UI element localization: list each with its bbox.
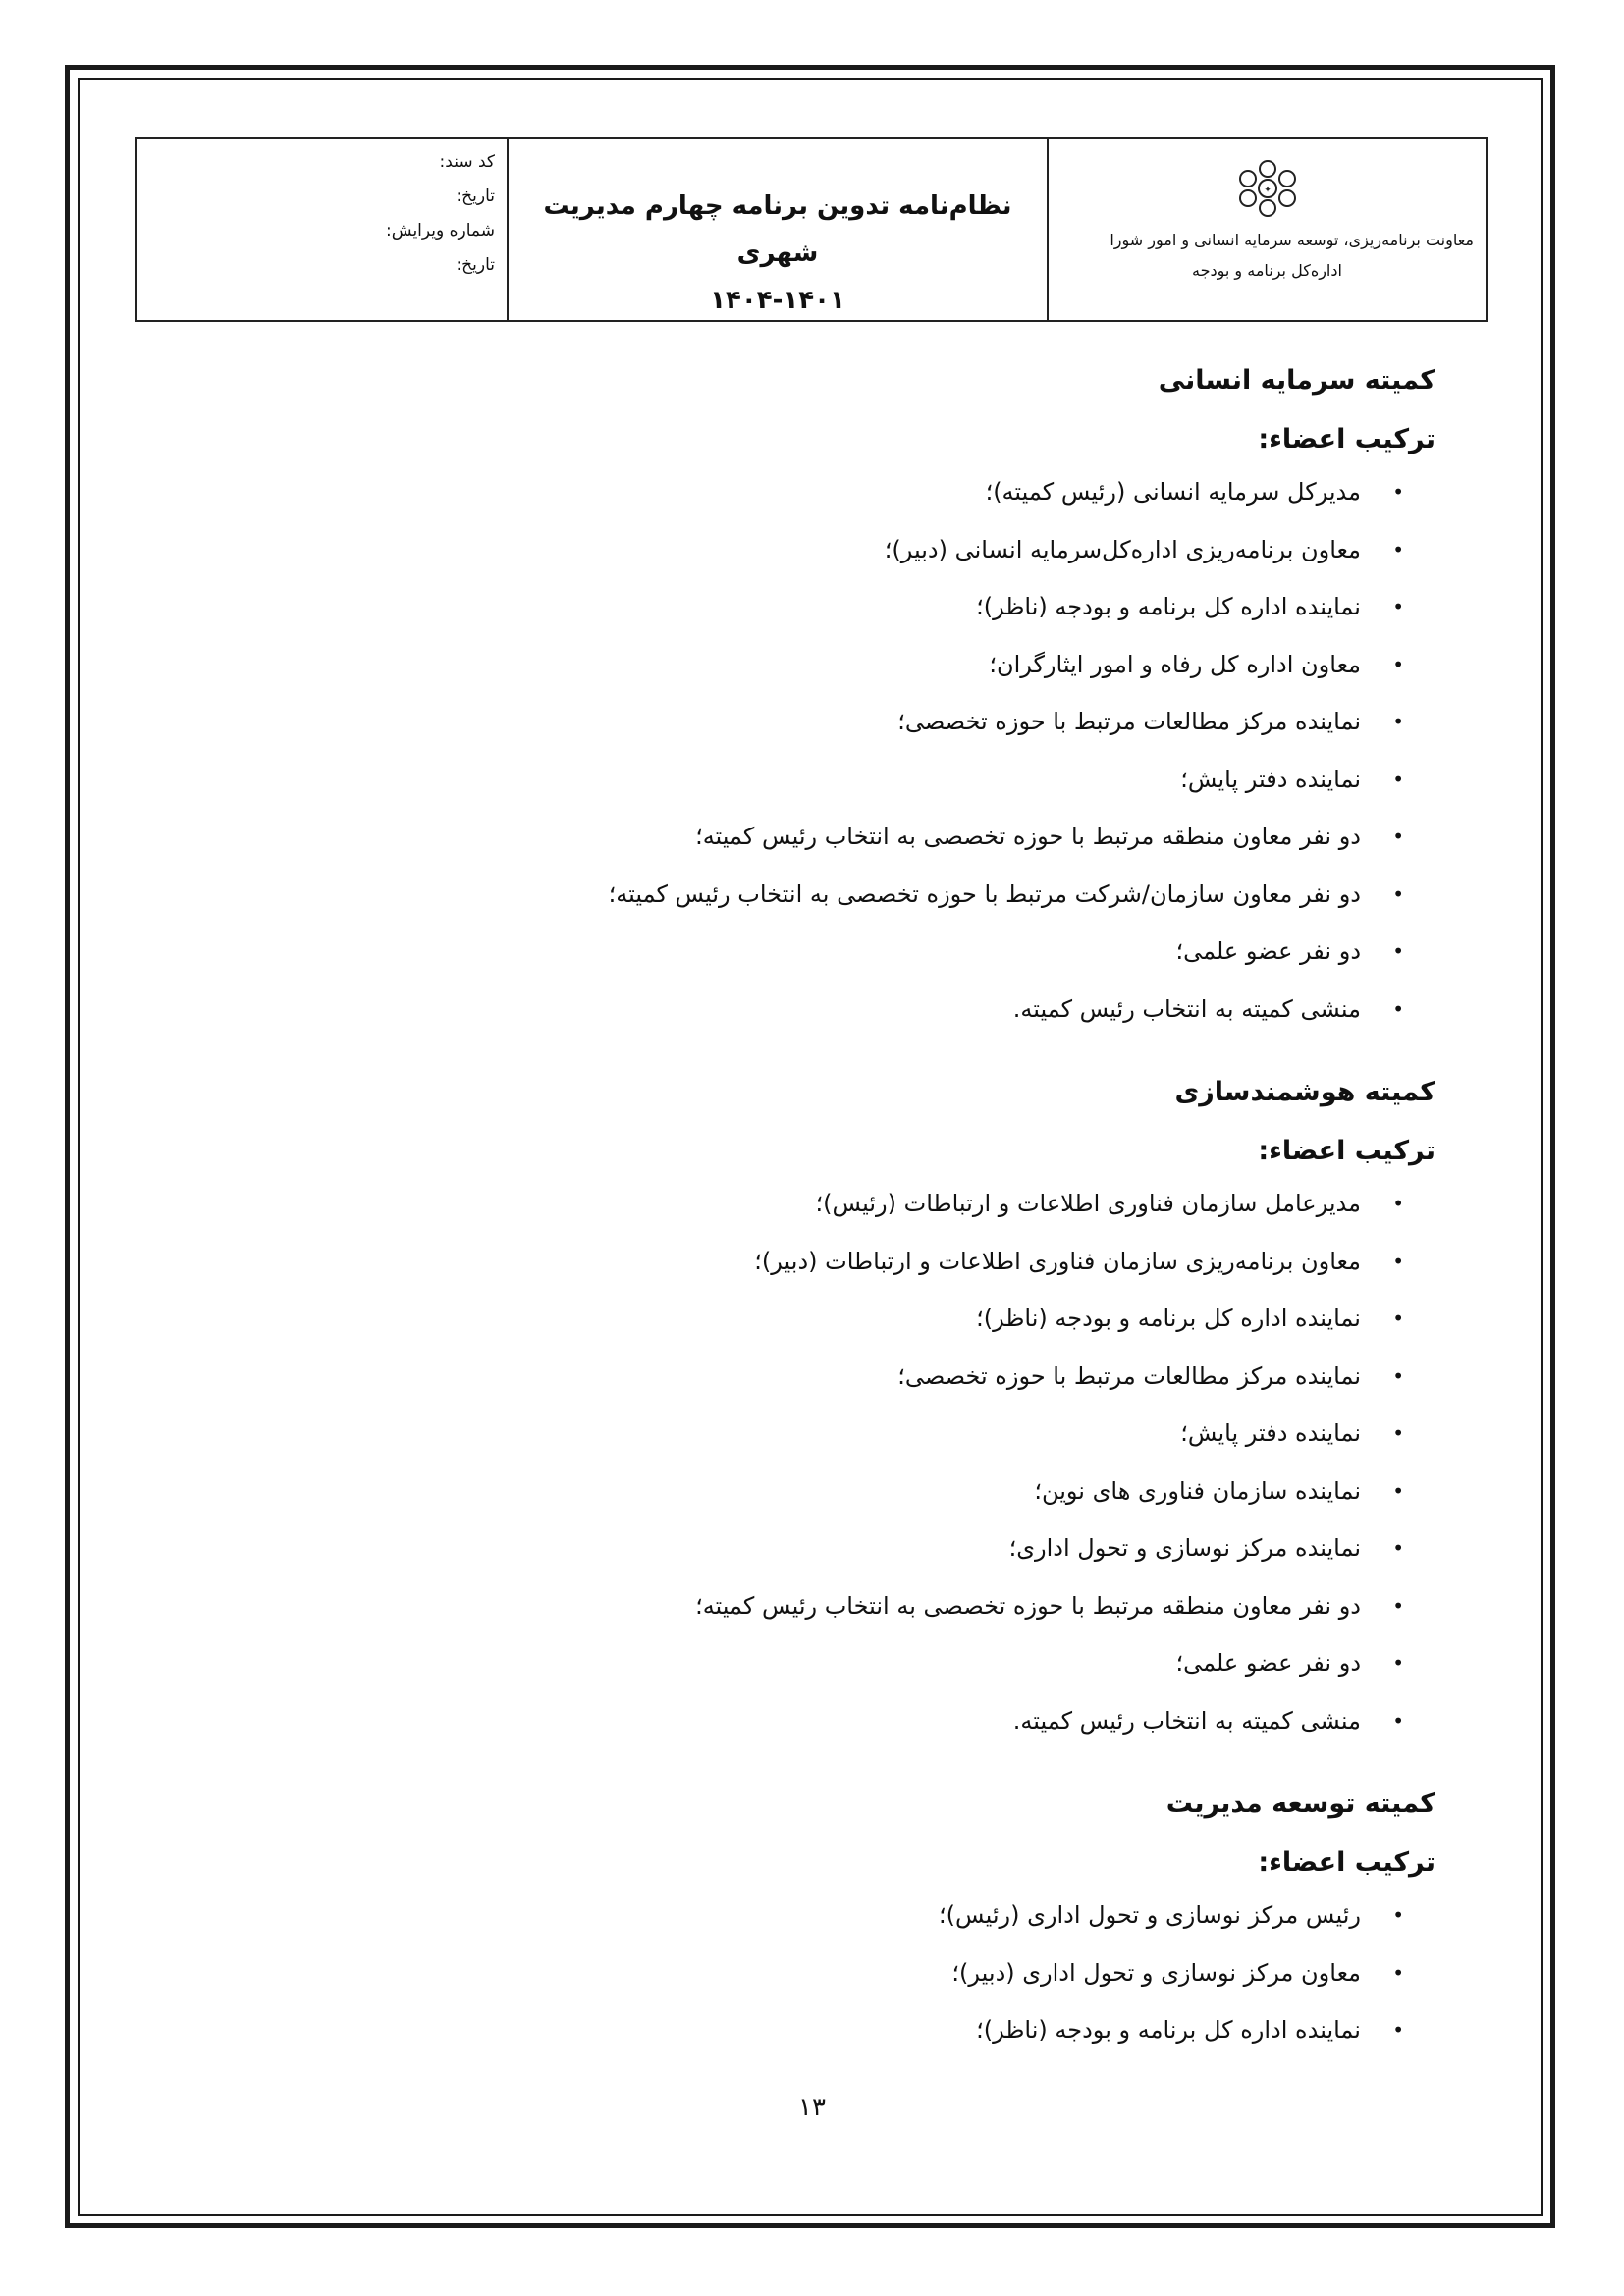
- list-item: [393, 636, 1404, 694]
- section-title: کمیته هوشمندسازی: [1174, 1077, 1435, 1107]
- bullet-icon: •: [1392, 480, 1404, 504]
- bullet-icon: •: [1392, 1593, 1404, 1618]
- composition-label: ترکیب اعضاء:: [1258, 424, 1435, 454]
- list-item: [393, 1348, 1404, 1406]
- list-item: [393, 866, 1404, 924]
- section-title: کمیته توسعه مدیریت: [1165, 1789, 1435, 1819]
- bullet-icon: •: [1392, 996, 1404, 1021]
- list-item: [393, 1233, 1404, 1291]
- member-text: مدیرعامل سازمان فناوری اطلاعات و ارتباطات (رئیس)؛: [815, 1190, 1361, 1217]
- list-item: [393, 693, 1404, 751]
- bullet-icon: •: [1392, 939, 1404, 963]
- document-period: ۱۴۰۴-۱۴۰۱: [710, 286, 845, 315]
- section-management-development: [393, 1785, 1435, 2059]
- list-item: [393, 1634, 1404, 1692]
- date2-label: تاریخ:: [456, 255, 495, 275]
- member-text: نماینده دفتر پایش؛: [1180, 1419, 1361, 1447]
- member-text: رئیس مرکز نوسازی و تحول اداری (رئیس)؛: [939, 1901, 1361, 1929]
- bullet-icon: •: [1392, 1249, 1404, 1273]
- page-number: ۱۳: [798, 2093, 826, 2122]
- bullet-icon: •: [1392, 652, 1404, 676]
- section-smartification: [393, 1073, 1435, 1749]
- list-item: [393, 1175, 1404, 1233]
- member-text: دو نفر معاون منطقه مرتبط با حوزه تخصصی به انتخاب رئیس کمیته؛: [695, 1591, 1361, 1620]
- member-text: نماینده دفتر پایش؛: [1180, 765, 1361, 793]
- bullet-icon: •: [1392, 1903, 1404, 1927]
- list-item: [393, 1945, 1404, 2002]
- member-text: معاون اداره کل رفاه و امور ایثارگران؛: [989, 650, 1361, 678]
- organization-deputy: معاونت برنامه‌ریزی، توسعه سرمایه انسانی و امور شورا: [1110, 231, 1474, 249]
- document-title-cell: [509, 139, 1049, 320]
- date-label: تاریخ:: [456, 187, 495, 206]
- list-item: [393, 578, 1404, 636]
- organization-cell: [1049, 139, 1486, 320]
- list-item: [393, 981, 1404, 1039]
- member-text: منشی کمیته به انتخاب رئیس کمیته.: [1012, 1706, 1361, 1735]
- document-header-table: [135, 137, 1488, 322]
- list-item: [393, 463, 1404, 521]
- bullet-icon: •: [1392, 1651, 1404, 1675]
- member-text: معاون مرکز نوسازی و تحول اداری (دبیر)؛: [951, 1958, 1361, 1987]
- member-text: نماینده مرکز مطالعات مرتبط با حوزه تخصصی؛: [897, 1362, 1361, 1390]
- list-item: [393, 521, 1404, 579]
- member-text: معاون برنامه‌ریزی اداره‌کل‌سرمایه انسانی (دبیر)؛: [884, 535, 1361, 563]
- member-text: نماینده اداره کل برنامه و بودجه (ناظر)؛: [976, 1305, 1361, 1332]
- list-item: [393, 1290, 1404, 1348]
- document-title: نظام‌نامه تدوین برنامه چهارم مدیریت شهری: [543, 191, 1012, 268]
- member-text: دو نفر عضو علمی؛: [1175, 937, 1361, 965]
- composition-label: ترکیب اعضاء:: [1258, 1136, 1435, 1166]
- bullet-icon: •: [1392, 1708, 1404, 1733]
- member-list: [393, 463, 1435, 1038]
- bullet-icon: •: [1392, 537, 1404, 561]
- member-text: دو نفر معاون منطقه مرتبط با حوزه تخصصی به انتخاب رئیس کمیته؛: [695, 823, 1361, 850]
- bullet-icon: •: [1392, 825, 1404, 848]
- member-text: منشی کمیته به انتخاب رئیس کمیته.: [1012, 994, 1361, 1023]
- bullet-icon: •: [1392, 767, 1404, 791]
- document-metadata-cell: [137, 139, 509, 320]
- member-text: نماینده اداره کل برنامه و بودجه (ناظر)؛: [976, 2016, 1361, 2044]
- list-item: [393, 1577, 1404, 1635]
- list-item: [393, 1520, 1404, 1577]
- bullet-icon: •: [1392, 710, 1404, 733]
- bullet-icon: •: [1392, 1307, 1404, 1330]
- bullet-icon: •: [1392, 2018, 1404, 2042]
- list-item: [393, 808, 1404, 866]
- svg-text:✦: ✦: [1263, 186, 1272, 195]
- doc-code-label: کد سند:: [439, 152, 495, 172]
- bullet-icon: •: [1392, 1478, 1404, 1503]
- document-body: [393, 361, 1435, 2059]
- bullet-icon: •: [1392, 595, 1404, 618]
- member-text: دو نفر معاون سازمان/شرکت مرتبط با حوزه تخصصی به انتخاب رئیس کمیته؛: [608, 880, 1361, 908]
- list-item: [393, 751, 1404, 809]
- bullet-icon: •: [1392, 1192, 1404, 1215]
- organization-office: اداره‌کل برنامه و بودجه: [1192, 261, 1342, 280]
- list-item: [393, 2002, 1404, 2059]
- member-text: نماینده مرکز مطالعات مرتبط با حوزه تخصصی؛: [897, 708, 1361, 735]
- list-item: [393, 1692, 1404, 1750]
- member-list: [393, 1175, 1435, 1749]
- member-text: نماینده مرکز نوسازی و تحول اداری؛: [1008, 1534, 1361, 1562]
- bullet-icon: •: [1392, 1960, 1404, 1985]
- bullet-icon: •: [1392, 1536, 1404, 1560]
- member-text: معاون برنامه‌ریزی سازمان فناوری اطلاعات و ارتباطات (دبیر)؛: [754, 1247, 1361, 1275]
- member-text: دو نفر عضو علمی؛: [1175, 1649, 1361, 1677]
- bullet-icon: •: [1392, 1421, 1404, 1445]
- list-item: [393, 1887, 1404, 1945]
- tehran-municipality-logo-icon: [1234, 157, 1301, 220]
- composition-label: ترکیب اعضاء:: [1258, 1847, 1435, 1878]
- member-text: نماینده سازمان فناوری های نوین؛: [1034, 1476, 1361, 1505]
- bullet-icon: •: [1392, 881, 1404, 906]
- list-item: [393, 923, 1404, 981]
- member-text: مدیرکل سرمایه انسانی (رئیس کمیته)؛: [985, 478, 1361, 506]
- member-text: نماینده اداره کل برنامه و بودجه (ناظر)؛: [976, 593, 1361, 620]
- list-item: [393, 1463, 1404, 1521]
- list-item: [393, 1405, 1404, 1463]
- revision-label: شماره ویرایش:: [386, 221, 495, 240]
- section-human-capital: [393, 361, 1435, 1038]
- bullet-icon: •: [1392, 1363, 1404, 1388]
- member-list: [393, 1887, 1435, 2059]
- section-title: کمیته سرمایه انسانی: [1158, 365, 1435, 396]
